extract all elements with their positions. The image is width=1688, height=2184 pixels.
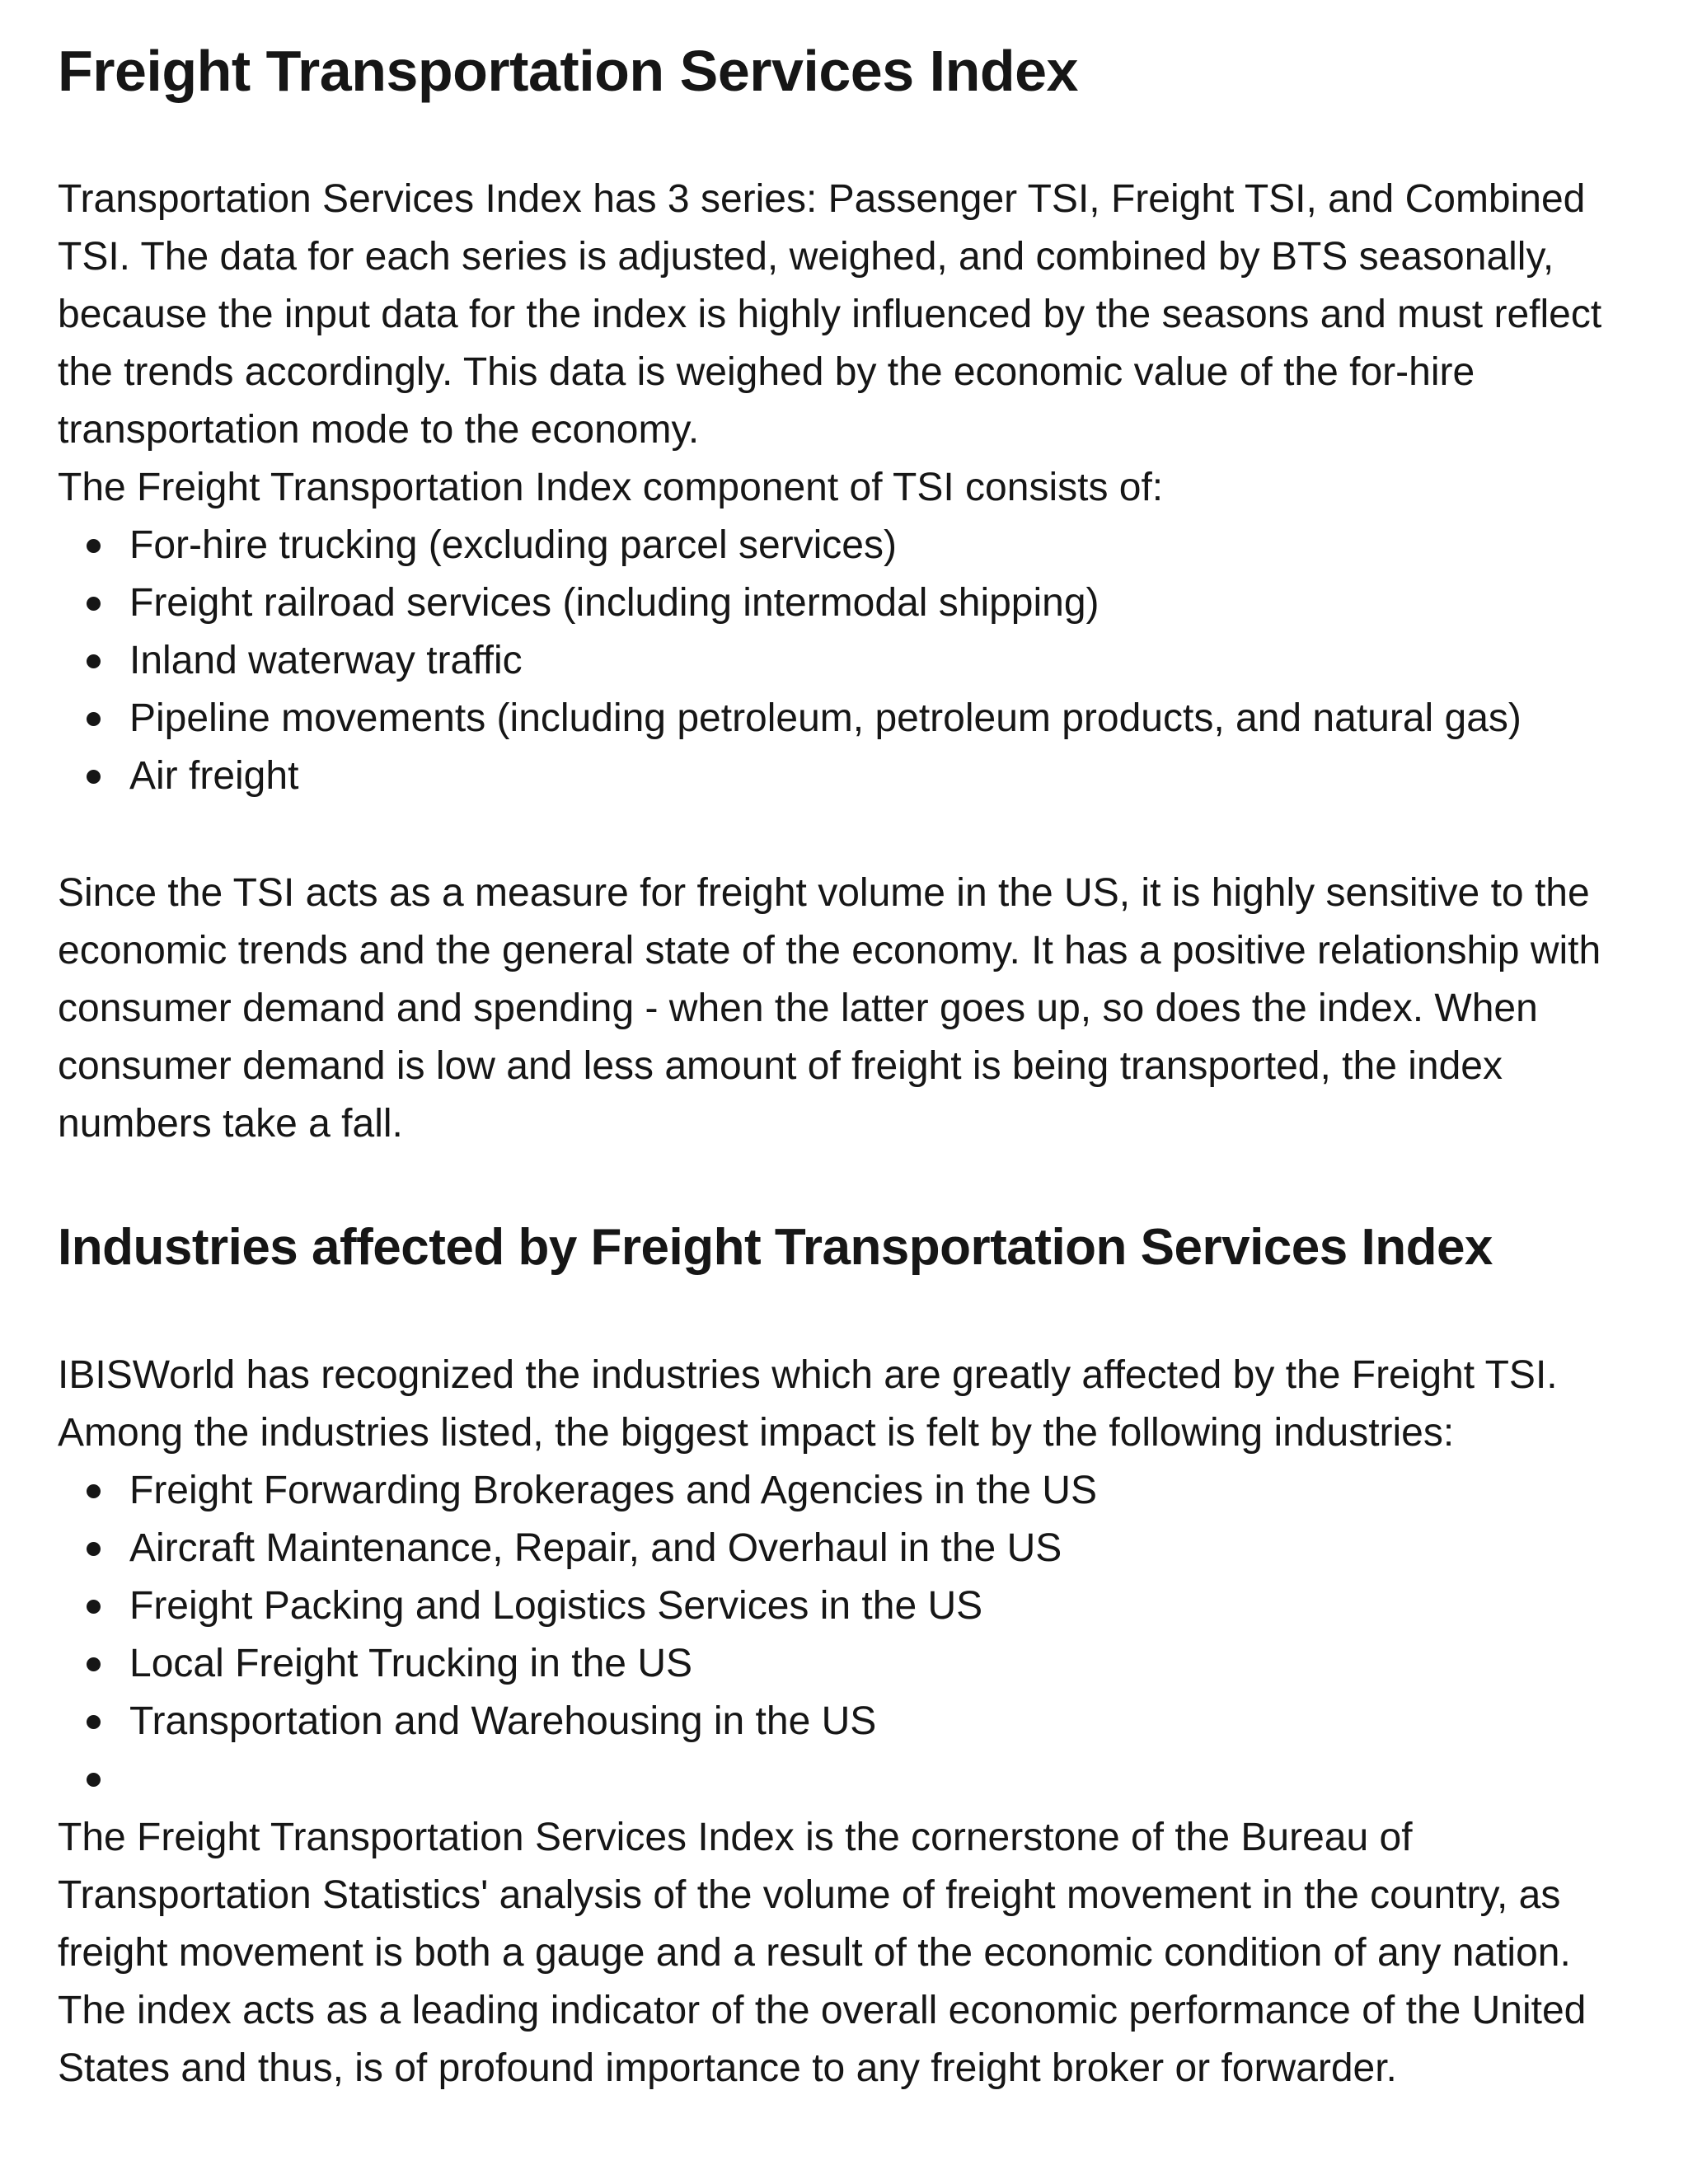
tsi-intro-paragraph: Transportation Services Index has 3 series: Passenger TSI, Freight TSI, and Combined TSI. The data for each series is adjusted, weighed, and combined by BTS seasonally, because the input data for the index is highly influenced by the seasons and must reflect the trends accordingly. This data is weighed by the economic value of the for-hire transportation mode to the economy. xyxy=(58,177,1602,452)
list-item xyxy=(58,690,1624,748)
list-item-text: For-hire trucking (excluding parcel services) xyxy=(129,523,897,567)
bullet-icon xyxy=(87,1657,101,1671)
bullet-icon xyxy=(87,1484,101,1498)
list-item xyxy=(58,1750,1624,1808)
list-item-text: Air freight xyxy=(129,754,299,798)
list-item-text: Freight Forwarding Brokerages and Agencies in the US xyxy=(129,1469,1097,1512)
components-lead-text: The Freight Transportation Index component of TSI consists of: xyxy=(58,466,1164,509)
list-item-text: Inland waterway traffic xyxy=(129,639,523,682)
bullet-icon xyxy=(87,1773,101,1787)
list-item xyxy=(58,1520,1624,1577)
list-item-text: Transportation and Warehousing in the US xyxy=(129,1699,877,1743)
list-item-text: Local Freight Trucking in the US xyxy=(129,1642,692,1685)
conclusion-paragraph: The Freight Transportation Services Index is the cornerstone of the Bureau of Transportation Statistics' analysis of the volume of freight movement in the country, as freight movement is both a gauge and a result of the economic condition of any nation. The index acts as a leading indicator of the overall economic performance of the United States and thus, is of profound importance to any freight broker or forwarder. xyxy=(58,1816,1587,2090)
bullet-icon xyxy=(87,1600,101,1614)
list-item xyxy=(58,1635,1624,1693)
list-item xyxy=(58,517,1624,574)
bullet-icon xyxy=(87,597,101,611)
bullet-icon xyxy=(87,770,101,784)
bullet-icon xyxy=(87,712,101,726)
list-item-text: Freight Packing and Logistics Services in the US xyxy=(129,1584,983,1628)
list-item-text: Freight railroad services (including intermodal shipping) xyxy=(129,581,1100,625)
list-item xyxy=(58,574,1624,632)
bullet-icon xyxy=(87,654,101,668)
list-item xyxy=(58,1693,1624,1750)
industries-list xyxy=(58,1462,1624,1808)
bullet-icon xyxy=(87,1542,101,1556)
bullet-icon xyxy=(87,1715,101,1729)
industries-intro-paragraph: IBISWorld has recognized the industries which are greatly affected by the Freight TSI. Among the industries listed, the biggest impact is felt by the following industries: xyxy=(58,1353,1558,1455)
list-item xyxy=(58,748,1624,805)
bullet-icon xyxy=(87,539,101,553)
list-item xyxy=(58,1577,1624,1635)
sensitivity-paragraph: Since the TSI acts as a measure for freight volume in the US, it is highly sensitive to the economic trends and the general state of the economy. It has a positive relationship with consumer demand and spending - when the latter goes up, so does the index. When consumer demand is low and less amount of freight is being transported, the index numbers take a fall. xyxy=(58,871,1601,1146)
components-list xyxy=(58,517,1624,805)
list-item-text: Aircraft Maintenance, Repair, and Overhaul in the US xyxy=(129,1526,1062,1570)
list-item xyxy=(58,632,1624,690)
section-heading: Industries affected by Freight Transportation Services Index xyxy=(58,1219,1493,1276)
list-item xyxy=(58,1462,1624,1520)
list-item-text: Pipeline movements (including petroleum, petroleum products, and natural gas) xyxy=(129,696,1522,740)
page-title: Freight Transportation Services Index xyxy=(58,39,1078,103)
